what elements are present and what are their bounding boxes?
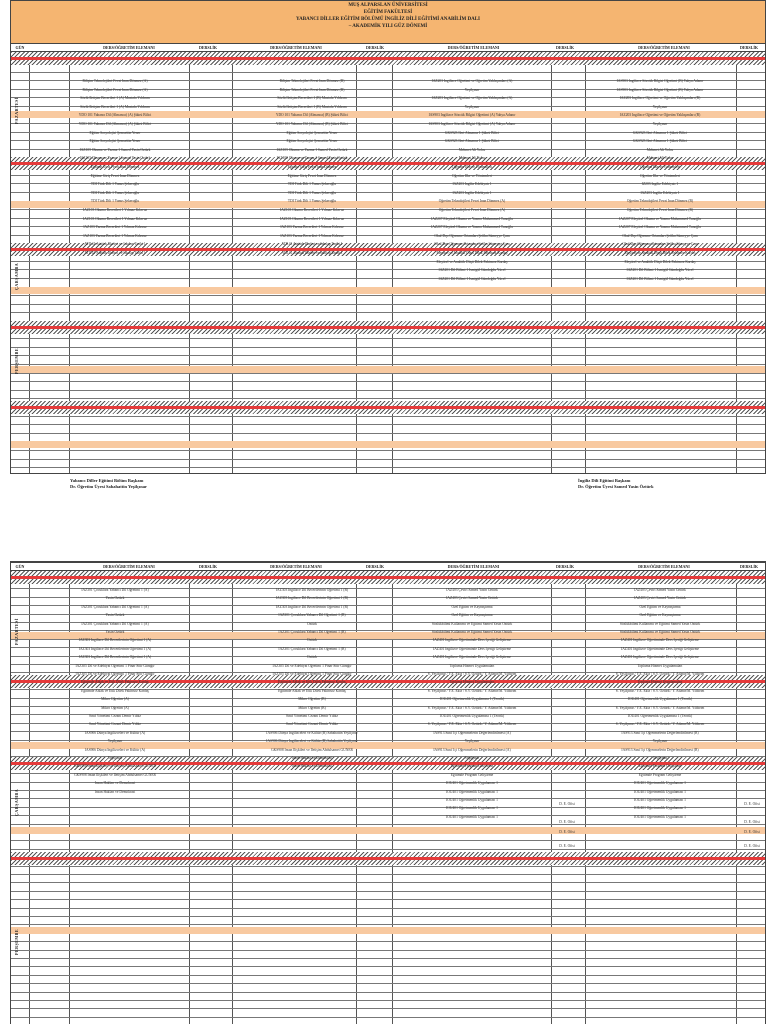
schedule-cell: IZ203 İngiliz Edebiyatı 1 (641, 182, 679, 187)
room-cell: D. E. Ofisi (559, 802, 575, 806)
row-divider (11, 882, 765, 883)
schedule-cell: Öğretim İlke ve Yöntemleri (452, 165, 492, 169)
schedule-cell: IAZ201 Dil Bilimi 1 İsmigül Gündoğdu Yücel (438, 268, 506, 273)
signature-right (578, 478, 654, 490)
schedule-cell: IAZ201 Dil Bilimi 1 İsmigül Gündoğdu Yücel (626, 268, 694, 273)
room-cell: D. E. Ofisi (559, 844, 575, 848)
schedule-cell: Yasin Öztürk (105, 613, 125, 618)
signature-left (70, 478, 147, 490)
row-divider (11, 891, 765, 892)
schedule-cell: Yasin Öztürk (105, 596, 125, 601)
schedule-cell: IOU401 Öğretmenlik Uygulaması 1 (634, 814, 686, 819)
row-divider (11, 1000, 765, 1001)
schedule-cell: Okul Dışı Öğrenme Ortamları Şefika Sümeyye Çam (622, 233, 698, 238)
schedule-cell: IAZ301 Çocuklara Yabancı Dil Öğretimi 1 (B) (278, 630, 346, 634)
lunch-break-row (11, 441, 765, 448)
row-divider (11, 824, 765, 825)
schedule-cell: S. Yeşilçınar / Y.E. Ekiz / S.Y. Öztürk / Y. Adanır/M. Yıldırım (615, 672, 705, 676)
row-divider (11, 908, 765, 909)
schedule-cell: IOU401 Öğretmenlik Uygulaması 1 (446, 814, 498, 819)
schedule-cell: GKS908 İnsan İlişkileri ve İletişim Abdulsamet GÜNER (271, 747, 353, 752)
schedule-cell: GKS908 İnsan İlişkileri ve İletişim Abdulsamet GÜNER (74, 764, 156, 769)
lunch-break-row (11, 366, 765, 373)
schedule-cell: Mikro Öğretim (B) (298, 697, 326, 702)
col-lecturer-3: DERS/ÖĞRETİM ELEMANI (447, 45, 500, 50)
schedule-cell: S. Yeşilçınar / Y.E. Ekiz / S.Y. Öztürk / Y. Adanır/M. Yıldırım (427, 672, 517, 676)
row-divider (11, 398, 765, 399)
term-title: – AKADEMİK YILI GÜZ DÖNEMİ (348, 24, 428, 29)
schedule-cell: IOU401 Öğretmenlik Uygulaması 1 (Teorik) (627, 714, 693, 718)
schedule-cell: Yeşilçınar (107, 756, 123, 760)
signer-title: İngiliz Dili Eğitimi Başkanı (578, 478, 631, 483)
schedule-cell: YDO 101 Yabancı Dil (Almanca) (B) Şükrü Bilici (275, 113, 349, 118)
schedule-cell: Mehmet Ali Yolcu (646, 156, 674, 161)
schedule-cell: IAZ207 Eleştirel Okuma ve Yazma Muhammed Tunoğlu (619, 225, 701, 230)
page-header (11, 1, 765, 43)
schedule-cell: S. Yeşilçınar / Y.E. Ekiz / S.Y. Öztürk / Y. Adanır/M. Yıldırım (427, 705, 517, 710)
schedule-cell: S. Yeşilçınar / Y.E. Ekiz / S.Y. Öztürk / Y. Adanır/M. Yıldırım (615, 705, 705, 710)
schedule-cell: IAZ301 Çocuklara Yabancı Dil Öğretimi 1 (B) (278, 613, 346, 618)
schedule-cell: Yasin Öztürk (105, 630, 125, 634)
schedule-cell: Eğitim Sosyolojisi Şemsettin Yener (89, 139, 141, 144)
schedule-cell: IOU401 Öğretmenlik Uygulaması 1 (446, 798, 498, 802)
schedule-cell: Topluma Hizmet Uygulamaları (449, 663, 495, 668)
lunch-break-row (11, 287, 765, 294)
schedule-cell: Özel Eğitim ve Kaynaştırma (639, 613, 681, 618)
schedule-cell: S. Yeşilçınar / Y.E. Ekiz / S.Y. Öztürk / Y. Adanır/M. Yıldırım (427, 722, 517, 727)
schedule-cell: Eğitimde Program Geliştirme (638, 772, 682, 777)
schedule-cell: Eğitime Giriş Fevzi İnan Dönmez (287, 165, 337, 169)
schedule-cell: IAZ403 Çeviri Samed Yasin Öztürk (446, 596, 498, 601)
schedule-cell: Eğitimde Program Geliştirme (450, 772, 494, 777)
col-lecturer-1: DERS/ÖĞRETİM ELEMANI (103, 564, 155, 569)
schedule-cell: Eğitimde Ahlak ve Etik Dilek Pakinsoz Kardaş (81, 680, 149, 685)
col-day: GÜN (15, 45, 25, 50)
col-lecturer-1: DERS/ÖĞRETİM ELEMANI (103, 45, 155, 50)
schedule-cell: IAZ203 İngilizce Öğretimi ve Öğretim Yaklaşımları (A) (431, 96, 513, 101)
schedule-cell: IAZ103 Okuma Becerileri 1 Yılmaz Kılavuz (279, 216, 345, 221)
schedule-cell: IAS903 İngilizce Sözcük Bilgisi Öğretimi (A) Yahya Adanır (428, 122, 516, 126)
schedule-cell: IAS906 Dünya İngilizceleri ve Kültür (A) (84, 747, 146, 752)
schedule-cell: Özel Eğitim ve Kaynaştırma (451, 604, 493, 609)
schedule-cell: GKS923 İleri Almanca 1 Şükrü Bilici (632, 130, 688, 135)
schedule-cell: IOU401 Öğretmenlik Uygulaması 1 (634, 798, 686, 802)
schedule-cell: IAZ303 İngilizce Dil Becerilerinin Öğretimi 1 (B) (275, 596, 349, 601)
schedule-cell: Öztürk (307, 638, 317, 643)
schedule-cell: Özel Eğitim ve Kaynaştırma (639, 604, 681, 609)
schedule-cell: ATI141 Atatürk İlkeleri ve İnkılap Tarihi 1 (281, 251, 343, 255)
row-divider (11, 966, 765, 967)
schedule-cell: ATI141 Atatürk İlkeleri ve İnkılap Tarihi 1 (84, 251, 146, 255)
schedule-cell: IAZ201 Dil Bilimi 1 İsmigül Gündoğdu Yücel (438, 276, 506, 281)
schedule-cell: IAZ203 İngiliz Edebiyatı 1 (640, 190, 680, 195)
schedule-cell: IAZ401 İngilizce Öğretiminde Ders İçeriği Geliştirme (433, 646, 511, 651)
room-cell: D. E. Ofisi (559, 820, 575, 824)
row-divider (11, 849, 765, 850)
col-lecturer-2: DERS/ÖĞRETİM ELEMANI (270, 564, 322, 569)
row-divider (11, 381, 765, 382)
schedule-cell: IAZ207 Eleştirel Okuma ve Yazma Muhammed Tunoğlu (431, 216, 513, 221)
day-separator-hatch (11, 329, 765, 334)
schedule-cell: GKS923 İleri Almanca 1 Şükrü Bilici (444, 139, 500, 144)
row-divider (11, 916, 765, 917)
schedule-cell: Öğretim İlke ve Yöntemleri (452, 173, 492, 178)
schedule-cell: IAZ103 Okuma Becerileri 1 Yılmaz Kılavuz (82, 208, 148, 212)
schedule-cell: Öğretim Teknolojileri Fevzi İnan Dönmez (B) (626, 199, 694, 204)
schedule-cell: IOU401 Öğretmenlik Uygulaması 1 (446, 789, 498, 794)
schedule-cell: IAZ305 Dil ve Edebiyat Öğretimi 1 Pinar Sitir Gürağır (272, 663, 352, 668)
day-label: PAZARTESİ (14, 97, 19, 125)
faculty-name: EĞİTİM FAKÜLTESİ (363, 10, 413, 15)
col-room-3: DERSLİK (555, 45, 574, 50)
schedule-cell: Sözlükbilimi Kullanımı ve Eğitimi Samed Yasin Öztürk (619, 630, 701, 634)
schedule-cell: IAZ401 İngilizce Öğretiminde Ders İçeriği Geliştirme (621, 655, 699, 660)
schedule-cell: Eğitime Giriş Fevzi İnan Dönmez (287, 173, 337, 178)
schedule-cell: GKS923 İleri Almanca 1 Şükrü Bilici (444, 130, 500, 135)
schedule-cell: Topluma Hizmet Uygulamaları (637, 680, 683, 685)
row-divider (11, 899, 765, 900)
col-room-2: DERSLİK (365, 564, 384, 569)
row-divider (11, 874, 765, 875)
schedule-cell: Eğitim Sosyolojisi Şemsettin Yener (286, 130, 338, 135)
schedule-cell: IAZ105 Okuma ve Yazma 1 Samed Yasin Öztürk (79, 147, 151, 152)
room-cell: D. E. Ofisi (744, 830, 760, 834)
schedule-cell: IOU401 Öğretmenlik Uygulaması 1 (Teorik) (627, 697, 693, 702)
schedule-cell: Sınıf Yönetimi Cezani Demir Yıldız (88, 722, 142, 727)
schedule-cell: IAZ403 Çeviri Samed Yasin Öztürk (446, 588, 498, 592)
schedule-cell: S. Yeşilçınar / Y.E. Ekiz / S.Y. Öztürk / Y. Adanır/M. Yıldırım (615, 688, 705, 693)
schedule-cell: IAZ401 İngilizce Öğretiminde Ders İçeriği Geliştirme (433, 638, 511, 643)
schedule-cell: Mehmet Ali Yolcu (458, 156, 486, 161)
schedule-cell: IAZ103 Yazma Becerileri 1 Yılmaz Kılavuz (280, 225, 344, 230)
schedule-cell: Yeşilçınar (464, 87, 480, 92)
day-separator-hatch (11, 409, 765, 414)
schedule-cell: IAZ203 İngiliz Edebiyatı 1 (452, 182, 492, 187)
schedule-cell: GKS923 İleri Almanca 1 Şükrü Bilici (632, 139, 688, 144)
schedule-cell: IAZ103 Okuma Becerileri 1 Yılmaz Kılavuz (82, 216, 148, 221)
schedule-cell: IAZ301 Çocuklara Yabancı Dil Öğretimi 1 (A) (81, 621, 149, 626)
col-lecturer-3: DERS/ÖĞRETİM ELEMANI (447, 564, 500, 569)
schedule-cell: Sözlü İletişim Becerileri 1 (B) Mustafa Yıldırım (277, 96, 347, 101)
schedule-cell: IAZ105 Okuma ve Yazma 1 Samed Yasin Öztürk (79, 156, 151, 161)
schedule-cell: IAS906 Dünya İngilizceleri ve Kültür (A) (84, 730, 146, 735)
col-room-4: DERSLİK (739, 45, 758, 50)
row-divider (11, 983, 765, 984)
schedule-cell: Eğitimde Program Geliştirme (638, 764, 682, 769)
schedule-cell: Mikro Öğretim (A) (101, 697, 129, 702)
row-divider (11, 355, 765, 356)
schedule-cell: IAZ303 İngilizce Dil Becerilerinin Öğretimi 1 (A) (78, 655, 152, 660)
row-divider (11, 450, 765, 451)
schedule-cell: IAS913 Sınıf İçi Öğrenmelerin Değerlendirilmesi (B) (621, 747, 699, 752)
schedule-cell: Eğitim Sosyolojisi Şemsettin Yener (89, 130, 141, 135)
schedule-cell: Sözlükbilimi Kullanımı ve Eğitimi Samed Yasin Öztürk (619, 621, 701, 626)
schedule-cell: GKS908 İnsan İlişkileri ve İletişim Abdulsamet GÜNER (74, 772, 156, 777)
schedule-cell: Eğitimde Ahlak ve Etik Dilek Pakinsoz Kardaş (81, 688, 149, 693)
day-separator-hatch (11, 860, 765, 865)
schedule-cell: Özel Eğitim ve Kaynaştırma (451, 613, 493, 618)
row-divider (11, 347, 765, 348)
schedule-cell: IAZ301 Çocuklara Yabancı Dil Öğretimi 1 (A) (81, 588, 149, 592)
schedule-cell: Mehmet Ali Yolcu (458, 147, 486, 152)
schedule-cell: IAS913 Sınıf İçi Öğrenmelerin Değerlendirilmesi (B) (621, 730, 699, 735)
schedule-cell: Öğretim Teknolojileri Fevzi İnan Dönmez (B) (626, 208, 694, 212)
schedule-cell: Sınıf Yönetimi Cezani Demir Yıldız (285, 722, 339, 727)
room-cell: D. E. Ofisi (744, 844, 760, 848)
schedule-cell: IAS913 Sınıf İçi Öğrenmelerin Değerlendirilmesi (A) (433, 747, 511, 752)
schedule-cell: Eleştirel ve Analitik Düşü Dilek Pakinsoz Kardaş (436, 259, 508, 264)
row-divider (11, 433, 765, 434)
schedule-cell: IAZ403 Çeviri Samed Yasin Öztürk (634, 588, 686, 592)
schedule-cell: Eğitimde Ahlak ve Etik Dilek Pakinsoz Kardaş (278, 680, 346, 685)
schedule-cell: IAZ401 İngilizce Öğretiminde Ders İçeriği Geliştirme (433, 655, 511, 660)
schedule-cell: IAZ203 İngilizce Öğretimi ve Öğretim Yaklaşımları (B) (619, 113, 701, 118)
schedule-cell: TDI Türk Dili 1 Yunus Şekeroğlu (287, 199, 337, 204)
day-label: ÇARŞAMBA (14, 262, 19, 290)
row-divider (11, 924, 765, 925)
schedule-cell: IAZ305 Dil ve Edebiyat Öğretimi 1 Pinar Sitir Gürağır (75, 663, 155, 668)
schedule-cell: ATI141 Atatürk İlkeleri ve İnkılap Tarihi 1 (281, 242, 343, 247)
schedule-cell: Öğretim İlke ve Yöntemleri (640, 173, 680, 178)
column-header-row (11, 562, 765, 571)
schedule-cell: Bilişim Teknolojileri Fevzi İnan Dönmez (A) (82, 79, 148, 83)
schedule-page-2 (10, 561, 766, 1024)
schedule-cell: Yeşilçınar (464, 739, 480, 744)
schedule-cell: IAZ203 İngilizce Öğretimi ve Öğretim Yaklaşımları (B) (619, 96, 701, 101)
schedule-cell: IOU401 Öğretmenlik Uygulaması 1 (446, 781, 498, 786)
schedule-cell: YDO 101 Yabancı Dil (Almanca) (A) Şükrü Bilici (78, 122, 152, 126)
schedule-cell: Eğitime Giriş Fevzi İnan Dönmez (90, 165, 140, 169)
row-divider (11, 958, 765, 959)
schedule-cell: Eğitim Sosyolojisi Şemsettin Yener (286, 139, 338, 144)
schedule-cell: IAZ305 Dil ve Edebiyat Öğretimi 1 Pinar Sitir Gürağır (75, 672, 155, 676)
schedule-cell: IAS903 İngilizce Sözcük Bilgisi Öğretimi (A) Yahya Adanır (428, 113, 516, 118)
schedule-cell: Mehmet Ali Yolcu (646, 147, 674, 152)
schedule-cell: IAZ103 Yazma Becerileri 1 Yılmaz Kılavuz (280, 233, 344, 238)
schedule-cell: Yeşilçınar (652, 756, 668, 760)
schedule-cell: Yeşilçınar (652, 104, 668, 109)
schedule-cell: YDO 101 Yabancı Dil (Almanca) (B) Şükrü Bilici (275, 122, 349, 126)
schedule-cell: TDI Türk Dili 1 Yunus Şekeroğlu (90, 190, 140, 195)
schedule-cell: IOU401 Öğretmenlik Uygulaması 1 (Teorik) (439, 697, 505, 702)
schedule-cell: Öztürk (307, 655, 317, 660)
row-divider (11, 1017, 765, 1018)
schedule-cell: IAZ201 Dil Bilimi 1 İsmigül Gündoğdu Yücel (626, 276, 694, 281)
row-divider (11, 992, 765, 993)
column-header-row (11, 43, 765, 52)
schedule-cell: S. Yeşilçınar / Y.E. Ekiz / S.Y. Öztürk / Y. Adanır/M. Yıldırım (615, 722, 705, 727)
row-divider (11, 866, 765, 867)
schedule-cell: İnsan Hakları ve Demokrasi (94, 781, 136, 786)
col-room-4: DERSLİK (739, 564, 758, 569)
row-divider (11, 941, 765, 942)
schedule-cell: IAZ103 Okuma Becerileri 1 Yılmaz Kılavuz (279, 208, 345, 212)
day-label: PERŞEMBE (14, 929, 19, 956)
col-room-3: DERSLİK (555, 564, 574, 569)
schedule-cell: Yeşilçınar (652, 739, 668, 744)
schedule-cell: Sözlü İletişim Becerileri 1 (A) Mustafa Yıldırım (80, 96, 150, 101)
schedule-cell: IOU401 Öğretmenlik Uygulaması 1 (Teorik) (439, 714, 505, 718)
schedule-cell: Öğretim İlke ve Yöntemleri (640, 165, 680, 169)
col-room-2: DERSLİK (365, 45, 384, 50)
col-lecturer-4: DERS/ÖĞRETİM ELEMANI (638, 564, 690, 569)
row-divider (11, 338, 765, 339)
row-divider (11, 295, 765, 296)
signer-name: Dr. Öğretim Üyesi Samed Yasin Öztürk (578, 484, 654, 489)
room-cell: D. E. Ofisi (744, 802, 760, 806)
schedule-cell: IAS906 Dünya İngilizceleri ve Kültür (B) Sabahattin Yeşilçınar (266, 739, 358, 744)
col-lecturer-2: DERS/ÖĞRETİM ELEMANI (270, 45, 322, 50)
schedule-cell: Eğitimde Ahlak ve Etik Dilek Pakinsoz Kardaş (278, 688, 346, 693)
lunch-break-row (11, 927, 765, 934)
schedule-cell: IOU401 Öğretmenlik Uygulaması 1 (634, 806, 686, 811)
schedule-cell: TDI Türk Dili 1 Yunus Şekeroğlu (287, 190, 337, 195)
row-divider (11, 304, 765, 305)
schedule-cell: IAZ105 Okuma ve Yazma 1 Samed Yasin Öztürk (276, 147, 348, 152)
schedule-cell: Topluma Hizmet Uygulamaları (637, 663, 683, 668)
schedule-cell: Bilişim Teknolojileri Fevzi İnan Dönmez (A) (82, 87, 148, 92)
schedule-cell: YDO 101 Yabancı Dil (Almanca) (A) Şükrü Bilici (78, 113, 152, 118)
lunch-break-row (11, 827, 765, 834)
schedule-cell: Mikro Öğretim (A) (101, 705, 129, 710)
row-divider (11, 950, 765, 951)
schedule-cell: İnsan Hakları ve Demokrasi (94, 789, 136, 794)
schedule-cell: Bilişim Teknolojileri Fevzi İnan Dönmez (B) (279, 79, 345, 83)
schedule-cell: IAS903 İngilizce Sözcük Bilgisi Öğretimi (B) Yahya Adanır (616, 87, 704, 92)
schedule-cell: İnsan Hakları ve Demokrasi (291, 756, 333, 760)
schedule-cell: Sözlü İletişim Becerileri 1 (B) Mustafa Yıldırım (277, 104, 347, 109)
schedule-cell: IAZ105 Okuma ve Yazma 1 Samed Yasin Öztürk (276, 156, 348, 161)
schedule-cell: Öğretim Teknolojileri Fevzi İnan Dönmez (A) (438, 199, 506, 204)
schedule-cell: Sözlükbilimi Kullanımı ve Eğitimi Samed Yasin Öztürk (431, 630, 513, 634)
schedule-cell: IAZ305 Dil ve Edebiyat Öğretimi 1 Pinar Sitir Gürağır (272, 672, 352, 676)
row-divider (11, 364, 765, 365)
schedule-cell: IAZ301 Çocuklara Yabancı Dil Öğretimi 1 (B) (278, 646, 346, 651)
schedule-cell: Eleştirel ve Analitik Düşü Dilek Pakinsoz Kardaş (436, 251, 508, 255)
schedule-cell: Eleştirel ve Analitik Düşü Dilek Pakinsoz Kardaş (624, 251, 696, 255)
room-cell: D. E. Ofisi (559, 830, 575, 834)
row-divider (11, 467, 765, 468)
row-divider (11, 72, 765, 73)
schedule-cell: Eğitime Giriş Fevzi İnan Dönmez (90, 173, 140, 178)
schedule-cell: IAZ401 İngilizce Öğretiminde Ders İçeriği Geliştirme (621, 638, 699, 643)
col-day: GÜN (15, 564, 25, 569)
row-divider (11, 459, 765, 460)
signer-title: Yabancı Diller Eğitimi Bölüm Başkanı (70, 478, 144, 483)
schedule-cell: IAZ203 İngilizce Öğretimi ve Öğretim Yaklaşımları (A) (431, 79, 513, 83)
schedule-cell: ATI141 Atatürk İlkeleri ve İnkılap Tarihi 1 (84, 242, 146, 247)
schedule-cell: IAZ301 Çocuklara Yabancı Dil Öğretimi 1 (A) (81, 604, 149, 609)
schedule-cell: IAZ401 İngilizce Öğretiminde Ders İçeriği Geliştirme (621, 646, 699, 651)
row-divider (11, 390, 765, 391)
schedule-cell: IAZ303 İngilizce Dil Becerilerinin Öğretimi 1 (B) (275, 604, 349, 609)
row-divider (11, 312, 765, 313)
row-divider (11, 1008, 765, 1009)
row-divider (11, 840, 765, 841)
col-lecturer-4: DERS/ÖĞRETİM ELEMANI (638, 45, 690, 50)
schedule-cell: Eleştirel ve Analitik Düşü Dilek Pakinsoz Kardaş (624, 259, 696, 264)
schedule-cell: Topluma Hizmet Uygulamaları (449, 680, 495, 685)
row-divider (11, 424, 765, 425)
schedule-cell: Yeşilçınar (464, 756, 480, 760)
col-room-1: DERSLİK (198, 45, 217, 50)
schedule-cell: Yeşilçınar (652, 122, 668, 126)
schedule-cell: Öğretim Teknolojileri Fevzi İnan Dönmez (A) (438, 208, 506, 212)
schedule-cell: IAZ403 Çeviri Samed Yasin Öztürk (634, 596, 686, 601)
schedule-cell: Sözlükbilimi Kullanımı ve Eğitimi Samed Yasin Öztürk (431, 621, 513, 626)
schedule-cell: IAZ103 Yazma Becerileri 1 Yılmaz Kılavuz (83, 233, 147, 238)
schedule-cell: Bilişim Teknolojileri Fevzi İnan Dönmez (B) (279, 87, 345, 92)
schedule-cell: S. Yeşilçınar / Y.E. Ekiz / S.Y. Öztürk / Y. Adanır/M. Yıldırım (427, 688, 517, 693)
schedule-cell: TDI Türk Dili 1 Yunus Şekeroğlu (90, 182, 140, 187)
schedule-cell: Okul Dışı Öğrenme Ortamları Şefika Sümeyye Çam (622, 242, 698, 247)
col-room-1: DERSLİK (198, 564, 217, 569)
schedule-cell: Öztürk (307, 621, 317, 626)
schedule-cell: Yeşilçınar (464, 104, 480, 109)
day-label: ÇARŞAMBA (14, 788, 19, 816)
schedule-cell: Mikro Öğretim (B) (298, 705, 326, 710)
schedule-page-1 (10, 0, 766, 474)
schedule-cell: Sözlü İletişim Becerileri 1 (A) Mustafa Yıldırım (80, 104, 150, 109)
row-divider (11, 416, 765, 417)
day-separator-hatch (11, 579, 765, 584)
schedule-cell: IAZ207 Eleştirel Okuma ve Yazma Muhammed Tunoğlu (619, 216, 701, 221)
schedule-cell: Yeşilçınar (107, 739, 123, 744)
schedule-cell: IAZ303 İngilizce Dil Becerilerinin Öğretimi 1 (B) (275, 588, 349, 592)
schedule-cell: IAZ303 İngilizce Dil Becerilerinin Öğretimi 1 (A) (78, 646, 152, 651)
schedule-cell: TDI Türk Dili 1 Yunus Şekeroğlu (287, 182, 337, 187)
schedule-cell: Okul Dışı Öğrenme Ortamları Şefika Sümeyye Çam (434, 242, 510, 247)
schedule-cell: İnsan Hakları ve Demokrasi (291, 764, 333, 769)
row-divider (11, 975, 765, 976)
schedule-cell: IAZ203 İngiliz Edebiyatı 1 (452, 190, 492, 195)
day-label: PAZARTESİ (14, 618, 19, 646)
room-cell: D. E. Ofisi (744, 820, 760, 824)
schedule-cell: Okul Dışı Öğrenme Ortamları Şefika Sümeyye Çam (434, 233, 510, 238)
schedule-cell: IOU401 Öğretmenlik Uygulaması 1 (446, 806, 498, 811)
schedule-cell: IAZ207 Eleştirel Okuma ve Yazma Muhammed Tunoğlu (431, 225, 513, 230)
schedule-cell: IAS913 Sınıf İçi Öğrenmelerin Değerlendirilmesi (A) (433, 730, 511, 735)
schedule-cell: IOU401 Öğretmenlik Uygulaması 1 (634, 781, 686, 786)
department-name: YABANCI DİLLER EĞİTİM BÖLÜMÜ İNGİLİZ DİLİ EĞİTİMİ ANABİLİM DALI (295, 17, 481, 22)
schedule-cell: IAS903 İngilizce Sözcük Bilgisi Öğretimi (B) Yahya Adanır (616, 79, 704, 83)
schedule-cell: IAZ103 Yazma Becerileri 1 Yılmaz Kılavuz (83, 225, 147, 230)
schedule-cell: TDI Türk Dili 1 Yunus Şekeroğlu (90, 199, 140, 204)
signer-name: Dr. Öğretim Üyesi Sabahattin Yeşilçınar (70, 484, 147, 489)
day-label: PERŞEMBE (14, 348, 19, 375)
schedule-cell: IOU401 Öğretmenlik Uygulaması 1 (634, 789, 686, 794)
schedule-cell: Sınıf Yönetimi Cezani Demir Yıldız (285, 714, 339, 718)
university-name: MUŞ ALPARSLAN ÜNİVERSİTESİ (348, 3, 428, 8)
schedule-cell: Sınıf Yönetimi Cezani Demir Yıldız (88, 714, 142, 718)
schedule-cell: Eğitimde Program Geliştirme (450, 764, 494, 769)
day-separator-hatch (11, 60, 765, 65)
schedule-cell: IAZ303 İngilizce Dil Becerilerinin Öğretimi 1 (A) (78, 638, 152, 643)
schedule-cell: IAS906 Dünya İngilizceleri ve Kültür (B) Sabahattin Yeşilçınar (266, 730, 358, 735)
